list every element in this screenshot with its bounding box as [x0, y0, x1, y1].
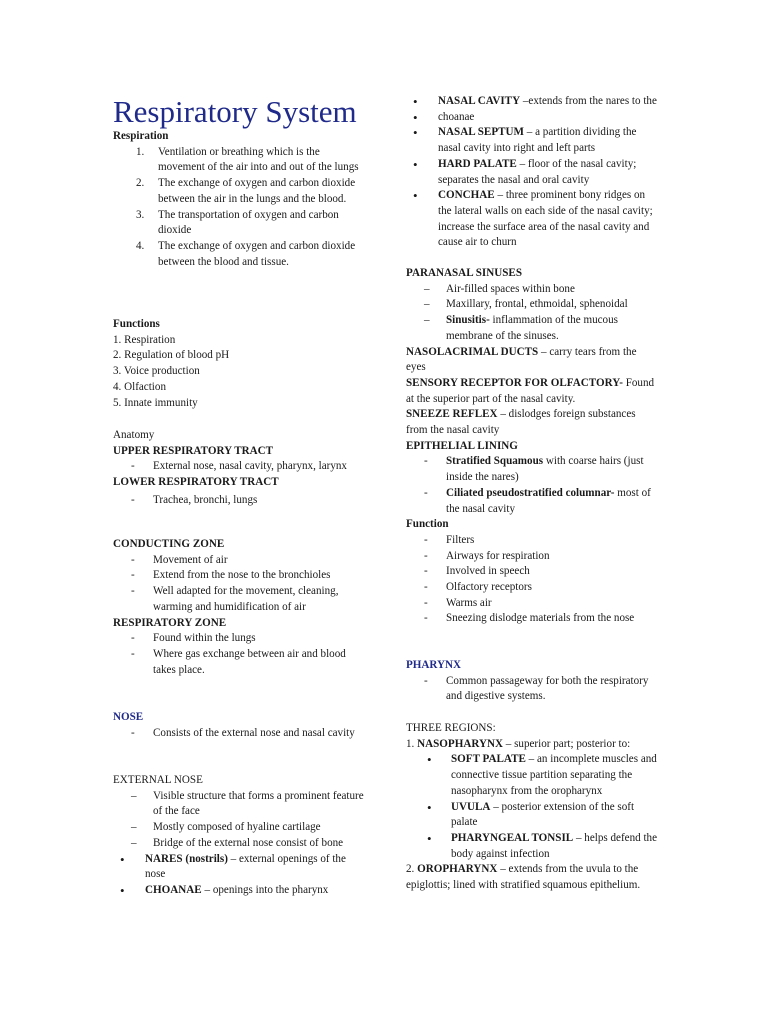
upper-tract-list	[113, 459, 368, 475]
conducting-zone-list	[113, 553, 368, 616]
respiration-heading: Respiration	[113, 130, 169, 142]
list-item: - Ciliated pseudostratified columnar- most of the nasal cavity	[424, 486, 651, 515]
list-item: • choanae	[413, 109, 475, 125]
nasal-cavity-bullets	[406, 94, 658, 251]
list-item: – Sinusitis- inflammation of the mucous membrane of the sinuses.	[424, 314, 618, 342]
epithelial-heading: EPITHELIAL LINING	[406, 439, 518, 452]
anatomy-section	[113, 428, 368, 509]
list-item: – Mostly composed of hyaline cartilage	[131, 821, 321, 834]
list-item: 5. Innate immunity	[113, 396, 198, 409]
paranasal-section	[406, 266, 658, 627]
list-item: - Sneezing dislodge materials from the nose	[424, 612, 635, 625]
function-heading: Function	[406, 518, 449, 531]
list-item: – Bridge of the external nose consist of bone	[131, 836, 344, 849]
nose-section	[113, 710, 368, 741]
list-item: 2. Regulation of blood pH	[113, 349, 230, 362]
list-item: - Where gas exchange between air and blood takes place.	[131, 647, 346, 676]
list-item: 3. Voice production	[113, 365, 200, 378]
three-regions-section	[406, 721, 658, 894]
list-item: - Airways for respiration	[424, 549, 550, 562]
list-item: • NASAL SEPTUM – a partition dividing the nasal cavity into right and left parts	[413, 125, 637, 155]
epithelial-list	[406, 454, 658, 517]
list-item: 1. Respiration	[113, 333, 176, 346]
list-item: - Consists of the external nose and nasal cavity	[131, 726, 355, 739]
list-item: • HARD PALATE – floor of the nasal cavity; separates the nasal and oral cavity	[413, 156, 637, 186]
anatomy-heading: Anatomy	[113, 429, 155, 441]
list-item: - Stratified Squamous with coarse hairs (just inside the nares)	[424, 455, 644, 484]
list-item: - Warms air	[424, 596, 492, 609]
list-item: • PHARYNGEAL TONSIL – helps defend the body against infection	[427, 830, 657, 860]
list-item: 2. The exchange of oxygen and carbon dioxide between the air in the lungs and the blood.	[136, 177, 356, 205]
list-item: • CONCHAE – three prominent bony ridges on the lateral walls on each side of the nasal cavity; increase the surface area of the nasal cavity and cause air to churn	[413, 188, 653, 249]
nasopharynx-list	[406, 752, 658, 862]
list-item: • NARES (nostrils) – external openings of the nose	[120, 851, 346, 881]
list-item: 3. The transportation of oxygen and carbon dioxide	[136, 208, 339, 237]
list-item: - Olfactory receptors	[424, 581, 532, 594]
list-item: – Maxillary, frontal, ethmoidal, sphenoidal	[424, 298, 628, 311]
pharynx-section	[406, 658, 658, 705]
list-item: • NASAL CAVITY –extends from the nares to the	[413, 94, 657, 109]
list-item: - Found within the lungs	[131, 632, 256, 645]
paranasal-list	[406, 282, 658, 345]
nose-heading: NOSE	[113, 711, 144, 723]
list-item: - Movement of air	[131, 553, 228, 566]
oropharynx-text: 2. OROPHARYNX – extends from the uvula to the epiglottis; lined with stratified squamous epithelium.	[406, 863, 641, 892]
sensory-receptor-text: SENSORY RECEPTOR FOR OLFACTORY- Found at the superior part of the nasal cavity.	[406, 376, 655, 405]
list-item: • CHOANAE – openings into the pharynx	[120, 882, 329, 898]
functions-heading: Functions	[113, 318, 160, 330]
functions-section	[113, 317, 368, 411]
function-list	[406, 533, 658, 627]
external-nose-heading: EXTERNAL NOSE	[113, 774, 203, 786]
list-item: 1. Ventilation or breathing which is the movement of the air into and out of the lungs	[136, 145, 359, 174]
list-item: - Extend from the nose to the bronchioles	[131, 569, 331, 582]
list-item: • SOFT PALATE – an incomplete muscles and connective tissue partition separating the nasopharynx from the oropharynx	[427, 752, 657, 797]
upper-tract-heading: UPPER RESPIRATORY TRACT	[113, 444, 274, 457]
list-item: 4. Olfaction	[113, 380, 166, 393]
list-item: - External nose, nasal cavity, pharynx, larynx	[131, 460, 347, 473]
list-item: - Common passageway for both the respiratory and digestive systems.	[424, 674, 649, 703]
respiration-list	[113, 145, 368, 271]
pharynx-list	[406, 674, 658, 705]
list-item: – Air-filled spaces within bone	[424, 282, 575, 295]
paranasal-heading: PARANASAL SINUSES	[406, 267, 523, 279]
page-title: Respiratory System	[113, 94, 357, 129]
respiration-section	[113, 129, 368, 270]
external-nose-list	[113, 789, 368, 852]
conducting-zone-section	[113, 537, 368, 678]
nose-list	[113, 726, 368, 742]
list-item: - Filters	[424, 533, 475, 546]
list-item: • UVULA – posterior extension of the soft palate	[427, 799, 635, 829]
lower-tract-heading: LOWER RESPIRATORY TRACT	[113, 476, 279, 489]
nasal-cavity-section	[406, 94, 658, 251]
external-nose-bullets	[113, 852, 368, 899]
list-item: – Visible structure that forms a prominent feature of the face	[131, 789, 364, 818]
nasopharynx-text: 1. NASOPHARYNX – superior part; posterior to:	[406, 737, 631, 750]
list-item: - Trachea, bronchi, lungs	[131, 493, 258, 506]
list-item: 4. The exchange of oxygen and carbon dioxide between the blood and tissue.	[136, 239, 356, 268]
external-nose-section	[113, 773, 368, 899]
three-regions-heading: THREE REGIONS:	[406, 722, 496, 734]
list-item: - Well adapted for the movement, cleaning, warming and humidification of air	[131, 585, 339, 613]
nasolacrimal-text: NASOLACRIMAL DUCTS – carry tears from the eyes	[406, 345, 637, 374]
sneeze-reflex-text: SNEEZE REFLEX – dislodges foreign substances from the nasal cavity	[406, 408, 636, 437]
respiratory-zone-heading: RESPIRATORY ZONE	[113, 616, 227, 629]
list-item: - Involved in speech	[424, 565, 530, 578]
conducting-zone-heading: CONDUCTING ZONE	[113, 538, 225, 550]
lower-tract-list	[113, 493, 368, 509]
pharynx-heading: PHARYNX	[406, 659, 462, 671]
respiratory-zone-list	[113, 631, 368, 678]
